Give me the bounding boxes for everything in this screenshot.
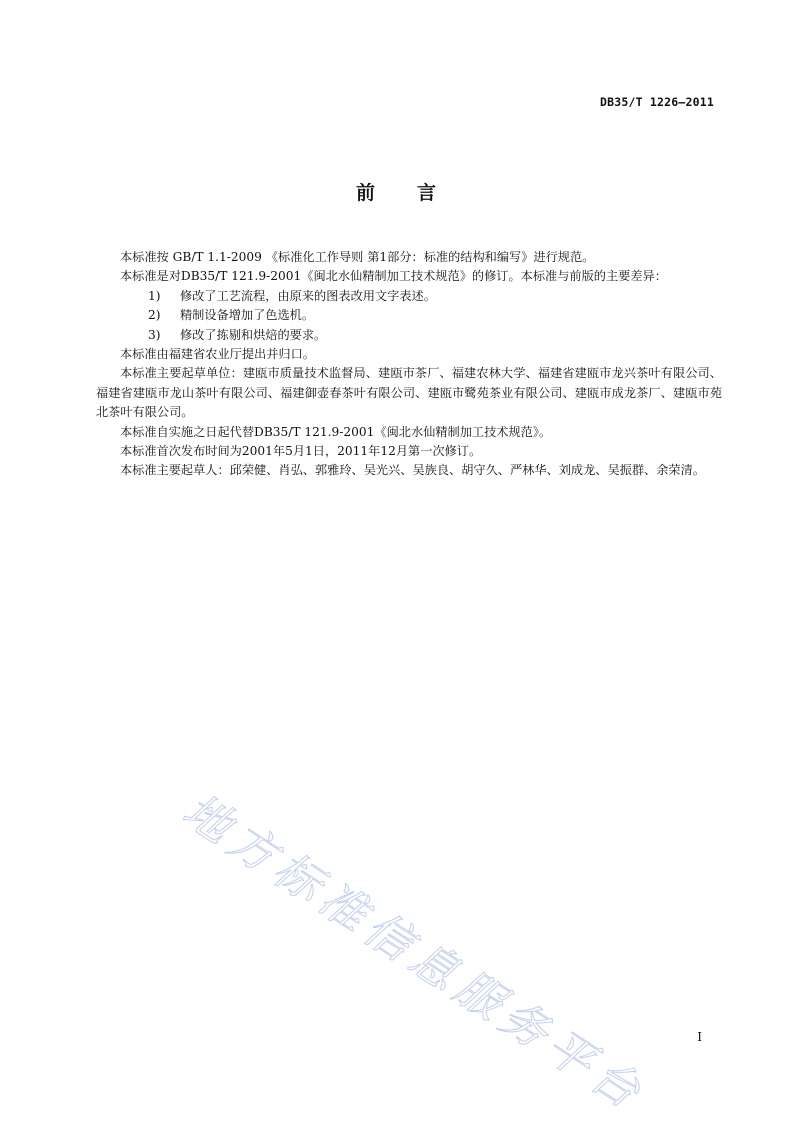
page-number: I	[697, 1030, 702, 1044]
paragraph-drafting-rules: 本标准按 GB/T 1.1-2009 《标准化工作导则 第1部分：标准的结构和编写》进行规范。	[120, 250, 595, 264]
list-item-number: 3)	[148, 327, 161, 342]
paragraph-revision: 本标准是对DB35/T 121.9-2001《闽北水仙精制加工技术规范》的修订。本标准与前版的主要差异：	[120, 269, 667, 284]
list-item-text: 修改了拣剔和烘焙的要求。	[180, 327, 327, 342]
list-item	[96, 287, 722, 306]
page-title: 前言	[355, 182, 478, 204]
list-item-number: 1)	[148, 288, 161, 303]
list-item	[96, 306, 722, 325]
paragraph-proposer: 本标准由福建省农业厅提出并归口。	[120, 347, 315, 362]
list-item-number: 2)	[148, 308, 161, 323]
paragraph-drafting-units: 本标准主要起草单位：建瓯市质量技术监督局、建瓯市茶厂、福建农林大学、福建省建瓯市龙兴茶叶有限公司、福建省建瓯市龙山茶叶有限公司、福建御壶春茶叶有限公司、建瓯市鹭苑茶业有限公司、建瓯市成龙茶厂、建瓯市苑北茶叶有限公司。	[96, 366, 722, 420]
paragraph-replacement: 本标准自实施之日起代替DB35/T 121.9-2001《闽北水仙精制加工技术规范》。	[120, 424, 552, 439]
watermark: 地方标准信息服务平台	[173, 782, 656, 1123]
list-item-text: 精制设备增加了色选机。	[180, 308, 315, 323]
standard-code: DB35/T 1226—2011	[600, 95, 714, 109]
list-item-text: 修改了工艺流程，由原来的图表改用文字表述。	[180, 288, 436, 303]
paragraph-drafters: 本标准主要起草人：邱荣健、肖弘、郭雅玲、吴光兴、吴族良、胡守久、严林华、刘成龙、吴振群、余荣清。	[120, 463, 705, 478]
paragraph-release-history: 本标准首次发布时间为2001年5月1日，2011年12月第一次修订。	[120, 444, 482, 459]
list-item	[96, 326, 722, 345]
foreword-body	[96, 248, 722, 481]
